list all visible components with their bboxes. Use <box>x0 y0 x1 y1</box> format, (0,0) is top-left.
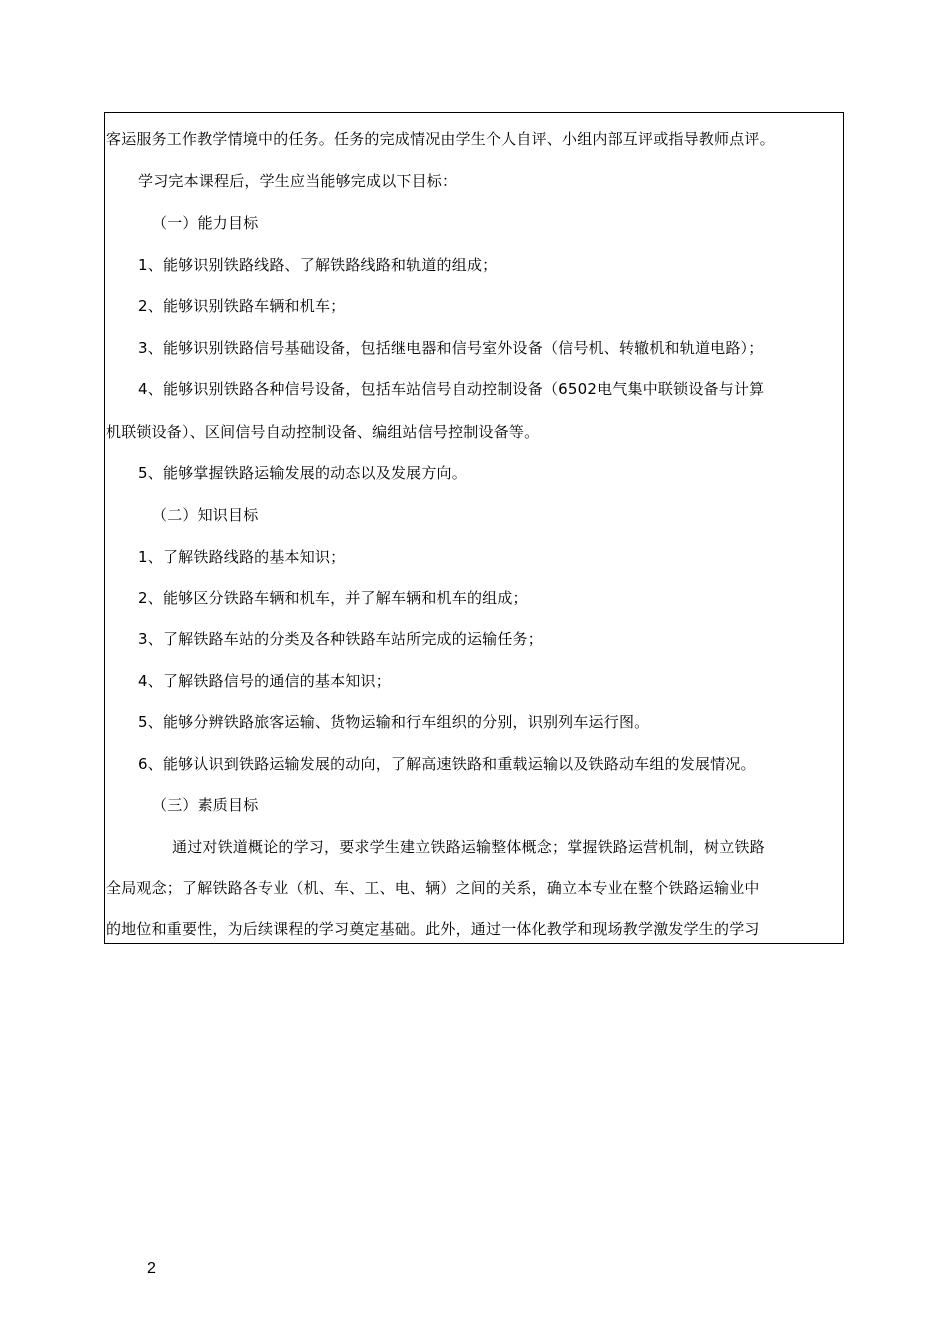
list-item: 5、能够分辨铁路旅客运输、货物运输和行车组织的分别，识别列车运行图。 <box>138 713 650 731</box>
list-item: 3、了解铁路车站的分类及各种铁路车站所完成的运输任务； <box>138 630 543 648</box>
list-item: 1、能够识别铁路线路、了解铁路线路和轨道的组成； <box>138 256 498 274</box>
table-cell-frame <box>104 112 844 944</box>
text-line: 全局观念；了解铁路各专业（机、车、工、电、辆）之间的关系，确立本专业在整个铁路运输业中 <box>106 879 760 897</box>
list-item: 2、能够识别铁路车辆和机车； <box>138 297 346 315</box>
list-item: 4、了解铁路信号的通信的基本知识； <box>138 672 391 690</box>
section-heading: （一）能力目标 <box>152 214 259 232</box>
list-item: 5、能够掌握铁路运输发展的动态以及发展方向。 <box>138 464 467 482</box>
text-line: 客运服务工作教学情境中的任务。任务的完成情况由学生个人自评、小组内部互评或指导教师点评。 <box>106 130 775 148</box>
text-line: 通过对铁道概论的学习，要求学生建立铁路运输整体概念；掌握铁路运营机制，树立铁路 <box>172 838 765 856</box>
section-heading: （二）知识目标 <box>152 506 259 524</box>
text-line: 学习完本课程后，学生应当能够完成以下目标： <box>138 172 458 190</box>
text-line: 机联锁设备）、区间信号自动控制设备、编组站信号控制设备等。 <box>106 423 540 441</box>
list-item: 4、能够识别铁路各种信号设备，包括车站信号自动控制设备（6502电气集中联锁设备与计算 <box>138 380 765 398</box>
list-item: 2、能够区分铁路车辆和机车，并了解车辆和机车的组成； <box>138 589 528 607</box>
section-heading: （三）素质目标 <box>152 796 259 814</box>
list-item: 3、能够识别铁路信号基础设备，包括继电器和信号室外设备（信号机、转辙机和轨道电路）； <box>138 339 764 357</box>
list-item: 6、能够认识到铁路运输发展的动向，了解高速铁路和重载运输以及铁路动车组的发展情况。 <box>138 755 756 773</box>
page-number: 2 <box>147 1260 156 1277</box>
list-item: 1、了解铁路线路的基本知识； <box>138 548 346 566</box>
text-line: 的地位和重要性，为后续课程的学习奠定基础。此外，通过一体化教学和现场教学激发学生的学习 <box>106 920 760 938</box>
